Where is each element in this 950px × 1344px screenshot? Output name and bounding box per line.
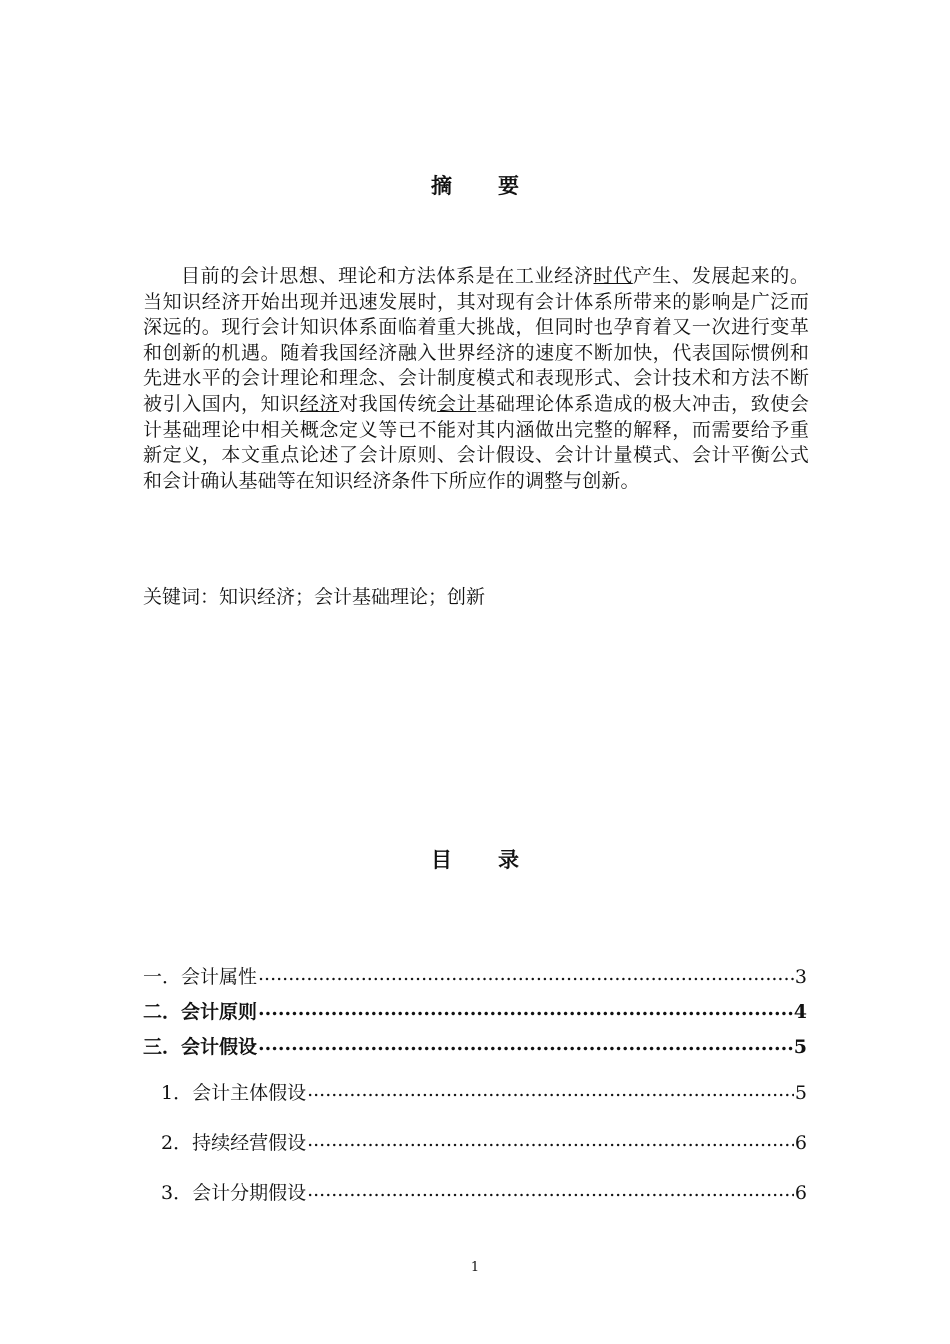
toc-leader-dots: [307, 1080, 794, 1099]
abstract-text-2: 产生、发展起来的。当知识经济开始出现并迅速发展时，其对现有会计体系所带来的影响是广泛而深远的。现行会计知识体系面临着重大挑战，但同时也孕育着又一次进行变革和创新的机遇。随着我国经济融入世界经济的速度不断加快，代表国际惯例和先进水平的会计理论和理念、会计制度模式和表现形式、会计技术和方法不断被引入国内，知识: [143, 265, 810, 415]
toc-leader-dots: [307, 1180, 794, 1199]
toc-entry-label: 三．会计假设: [143, 1036, 258, 1058]
toc-subentry[interactable]: [143, 1180, 807, 1206]
abstract-heading: [0, 170, 950, 200]
toc-entry[interactable]: [143, 964, 807, 990]
toc-entry-page: 5: [793, 1036, 807, 1058]
toc-subentry[interactable]: [143, 1080, 807, 1106]
toc-entry-label: 二．会计原则: [143, 1001, 258, 1023]
toc-heading: [0, 844, 950, 874]
toc-leader-dots: [258, 1034, 793, 1053]
toc-entry-page: 6: [794, 1182, 807, 1204]
toc-leader-dots: [258, 999, 793, 1018]
toc-subentry[interactable]: [143, 1130, 807, 1156]
toc-heading-right: 录: [498, 848, 519, 872]
toc-leader-dots: [307, 1130, 794, 1149]
toc-entry-page: 6: [794, 1132, 807, 1154]
keywords-line: 关键词：知识经济；会计基础理论；创新: [143, 586, 486, 608]
toc-entry[interactable]: [143, 1034, 807, 1060]
abstract-link-kuaiji[interactable]: 会计: [437, 392, 477, 415]
toc-heading-left: 目: [431, 848, 452, 872]
toc-entry-label: 2．持续经营假设: [161, 1132, 307, 1154]
toc-entry-label: 3．会计分期假设: [161, 1182, 307, 1204]
toc-leader-dots: [258, 964, 794, 983]
abstract-link-jingji[interactable]: 经济: [299, 392, 340, 415]
abstract-link-shidai[interactable]: 时代: [593, 265, 633, 287]
abstract-heading-left: 摘: [431, 174, 452, 198]
toc-entry[interactable]: [143, 999, 807, 1025]
toc-entry-page: 3: [794, 966, 807, 988]
toc-entry-page: 4: [793, 1001, 807, 1023]
toc-entry-page: 5: [794, 1082, 807, 1104]
abstract-text-3: 对我国传统: [339, 392, 438, 415]
abstract-body: [143, 264, 809, 494]
page-number: 1: [470, 1260, 480, 1275]
toc-entry-label: 一．会计属性: [143, 966, 258, 988]
abstract-text-1: 目前的会计思想、理论和方法体系是在工业经济: [181, 265, 594, 287]
abstract-text-4: 基础理论体系造成的极大冲击，致使会计基础理论中相关概念定义等已不能对其内涵做出完整的解释，而需要给予重新定义，本文重点论述了会计原则、会计假设、会计计量模式、会计平衡公式和会计确认基础等在知识经济条件下所应作的调整与创新。: [143, 392, 810, 492]
toc-entry-label: 1．会计主体假设: [161, 1082, 307, 1104]
abstract-heading-right: 要: [498, 174, 519, 198]
